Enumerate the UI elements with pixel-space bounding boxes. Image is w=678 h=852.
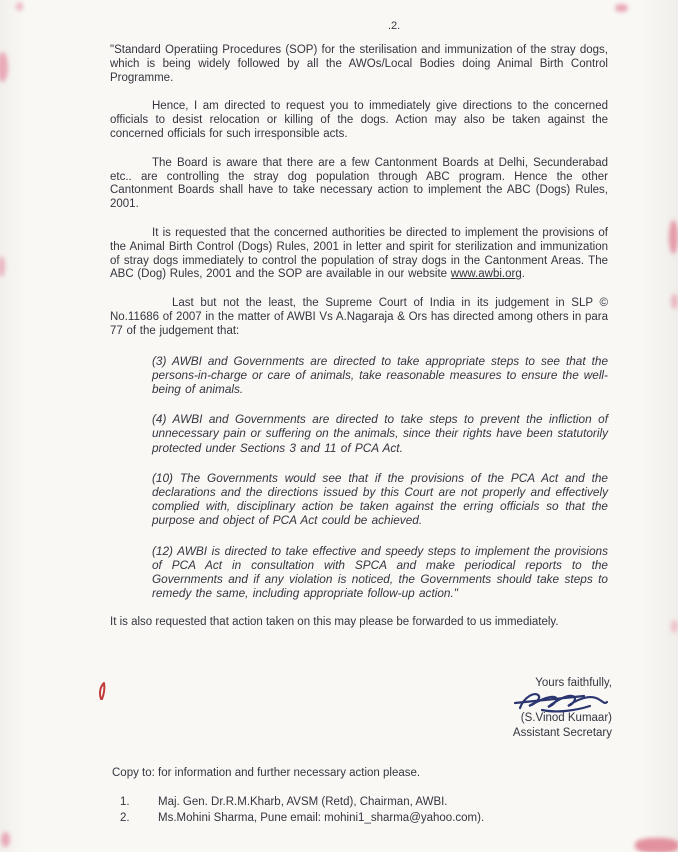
copy-to-heading: Copy to: for information and further necessary action please. [112, 767, 421, 779]
signatory-title: Assistant Secretary [512, 727, 612, 739]
body-paragraph-1: "Standard Operatiing Procedures (SOP) for the sterilisation and immunization of the stray dogs, which is being widely followed by all the AWOs/Local Bodies doing Animal Birth Control Programme. [110, 44, 608, 84]
item-number: 2. [120, 812, 130, 824]
copy-to-section [112, 766, 592, 827]
item-number: 1. [120, 796, 130, 808]
page-number: .2. [388, 20, 401, 32]
item-text: Maj. Gen. Dr.R.M.Kharb, AVSM (Retd), Chairman, AWBI. [158, 796, 448, 808]
judgement-quote-4: (4) AWBI and Governments are directed to take steps to prevent the infliction of unnecessary pain or suffering on the animals, since their rights have been statutorily protected under Sections 3 and 11 of PCA Act. [152, 412, 608, 455]
copy-to-item [120, 811, 592, 825]
awbi-website-link: www.awbi.org [450, 268, 522, 281]
copy-to-item [120, 795, 592, 809]
closing-block [494, 676, 612, 741]
judgement-quote-3: (3) AWBI and Governments are directed to take appropriate steps to see that the persons-in-charge or care of animals, take reasonable measures to ensure the well-being of animals. [152, 353, 608, 396]
red-pen-mark [96, 681, 108, 708]
scan-artifact [671, 294, 678, 309]
scan-artifact [16, 2, 23, 11]
item-text: Ms.Mohini Sharma, Pune email: mohini1_sharma@yahoo.com). [158, 812, 485, 824]
judgement-quote-12: (12) AWBI is directed to take effective and speedy steps to implement the provisions of PCA Act in consultation with SPCA and make periodical reports to the Governments and if any violation is noticed, the Governments should take steps to remedy the same, including appropriate follow-up action." [152, 543, 608, 601]
signature-scribble [512, 688, 610, 714]
valediction: Yours faithfully, [535, 677, 612, 689]
action-request-line: It is also requested that action taken on this may please be forwarded to us immediately. [110, 616, 559, 629]
body-paragraph-3: The Board is aware that there are a few Cantonment Boards at Delhi, Secunderabad etc.. are controlling the stray dog population through ABC program. Hence the other Cantonment Boards shall have to take necessary action to implement the ABC (Dogs) Rules, 2001. [110, 156, 608, 211]
scan-artifact [669, 220, 678, 254]
scan-artifact [671, 620, 678, 633]
body-paragraph-2: Hence, I am directed to request you to immediately give directions to the concerned officials to desist relocation or killing of the dogs. Action may also be taken against the concerned officials for such irresponsible acts. [110, 100, 608, 140]
body-paragraph-5: Last but not the least, the Supreme Court of India in its judgement in SLP © No.11686 of 2007 in the matter of AWBI Vs A.Nagaraja & Ors has directed among others in para 77 of the judgement that: [110, 297, 608, 337]
scan-artifact [635, 838, 678, 852]
paragraph-text: . [521, 268, 525, 281]
signatory-name: (S.Vinod Kumaar) [520, 712, 612, 724]
scan-artifact [0, 52, 8, 82]
body-paragraph-4 [110, 227, 608, 282]
paragraph-text: It is requested that the concerned authorities be directed to implement the provisions of the Animal Birth Control (Dogs) Rules, 2001 in letter and spirit for sterilization and immunization of stray dogs immediately to control the population of stray dogs in the Cantonment Areas. The ABC (Dog) Rules, 2001 and the SOP are available in our website [110, 226, 608, 281]
signature [494, 688, 612, 714]
scan-artifact [0, 256, 5, 277]
scan-artifact [615, 4, 628, 12]
scan-artifact [1, 832, 10, 847]
letter-body [110, 44, 608, 630]
judgement-quote-10: (10) The Governments would see that if the provisions of the PCA Act and the declarations and the directions issued by this Court are not properly and effectively complied with, disciplinary action be taken against the erring officials so that the purpose and object of PCA Act could be achieved. [152, 470, 608, 528]
